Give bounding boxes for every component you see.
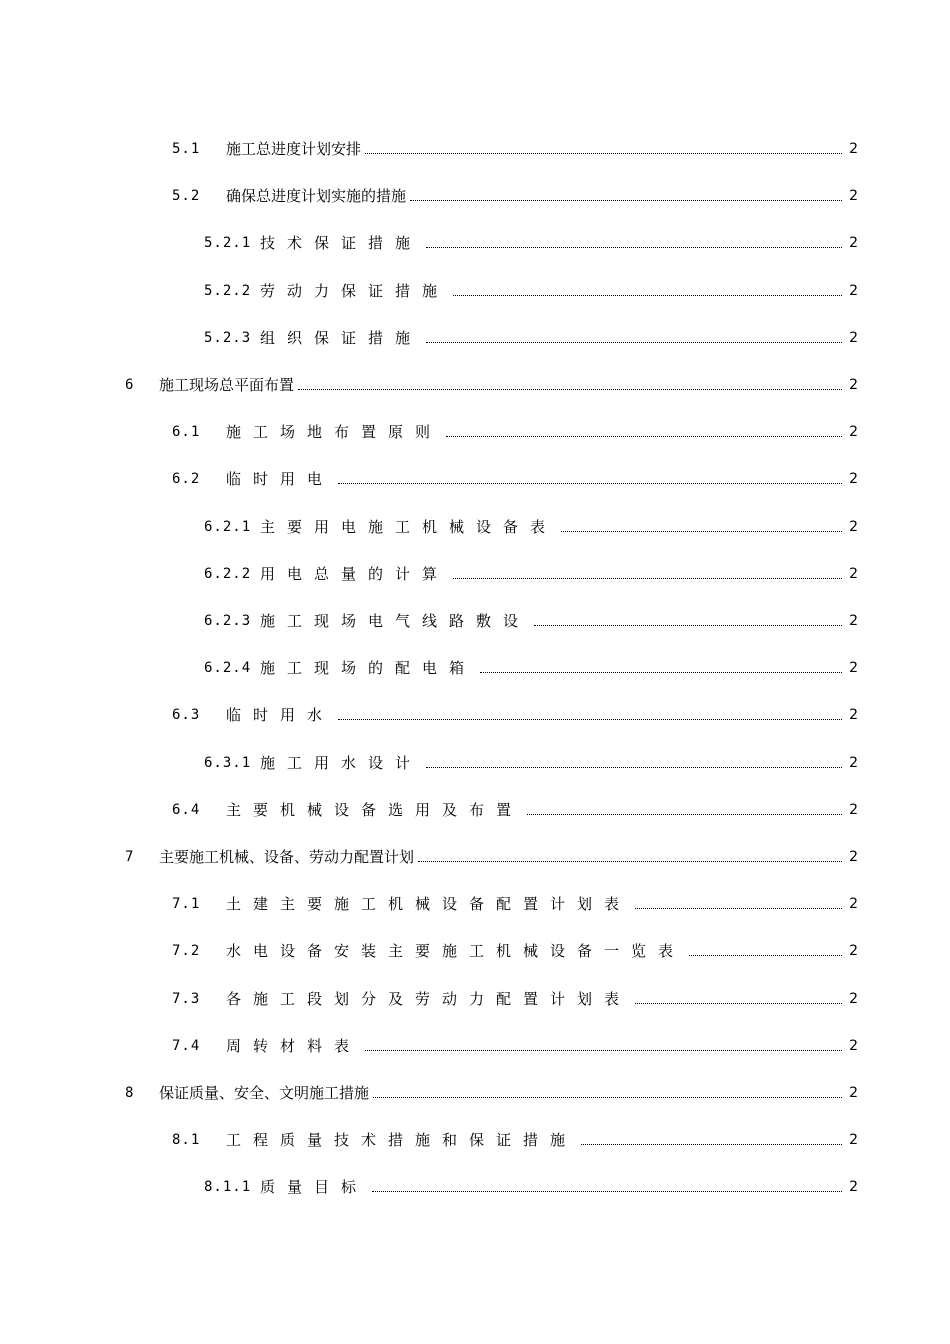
toc-entry-page: 2 (849, 660, 858, 676)
toc-leader-dots (689, 955, 842, 956)
toc-leader-dots (338, 719, 842, 720)
toc-entry-number: 8.1.1 (204, 1179, 252, 1195)
toc-entry-number: 6 (125, 377, 135, 393)
toc-entry[interactable] (172, 135, 858, 159)
toc-entry[interactable] (204, 560, 858, 584)
toc-entry[interactable] (204, 654, 858, 678)
toc-entry[interactable] (204, 277, 858, 301)
toc-entry[interactable] (172, 937, 858, 961)
toc-leader-dots (527, 814, 842, 815)
toc-entry-page: 2 (849, 377, 858, 393)
toc-leader-dots (426, 342, 842, 343)
toc-entry[interactable] (204, 324, 858, 348)
toc-entry-title: 施工场地布置原则 (226, 423, 443, 441)
toc-entry-page: 2 (849, 235, 858, 251)
toc-entry-page: 2 (849, 1132, 858, 1148)
toc-entry[interactable] (125, 843, 858, 867)
toc-entry-title: 用电总量的计算 (260, 565, 450, 583)
toc-entry-title: 施工现场的配电箱 (260, 659, 477, 677)
toc-entry-page: 2 (849, 1085, 858, 1101)
toc-entry-title: 主要施工机械、设备、劳动力配置计划 (159, 848, 415, 866)
toc-entry[interactable] (204, 1173, 858, 1197)
toc-entry-number: 5.2.2 (204, 283, 252, 299)
toc-entry-page: 2 (849, 424, 858, 440)
toc-leader-dots (338, 483, 842, 484)
toc-leader-dots (373, 1097, 842, 1098)
toc-entry-title: 水电设备安装主要施工机械设备一览表 (226, 942, 686, 960)
toc-entry[interactable] (204, 513, 858, 537)
toc-entry-number: 6.3.1 (204, 755, 252, 771)
toc-entry-page: 2 (849, 849, 858, 865)
toc-entry-title: 施工现场总平面布置 (159, 376, 295, 394)
toc-entry[interactable] (125, 371, 858, 395)
toc-leader-dots (298, 389, 842, 390)
toc-entry-title: 组织保证措施 (260, 329, 423, 347)
toc-entry[interactable] (172, 182, 858, 206)
toc-entry-title: 确保总进度计划实施的措施 (226, 187, 407, 205)
toc-entry-number: 5.2.3 (204, 330, 252, 346)
toc-entry-page: 2 (849, 943, 858, 959)
toc-entry-page: 2 (849, 188, 858, 204)
toc-entry[interactable] (172, 701, 858, 725)
toc-entry-number: 6.1 (172, 424, 201, 440)
toc-leader-dots (365, 153, 842, 154)
toc-entry-page: 2 (849, 707, 858, 723)
toc-entry[interactable] (172, 890, 858, 914)
toc-entry-number: 6.2.2 (204, 566, 252, 582)
toc-entry-page: 2 (849, 896, 858, 912)
toc-entry-page: 2 (849, 283, 858, 299)
toc-entry[interactable] (172, 985, 858, 1009)
toc-entry-title: 各施工段划分及劳动力配置计划表 (226, 990, 632, 1008)
toc-entry-title: 土建主要施工机械设备配置计划表 (226, 895, 632, 913)
toc-entry-title: 临时用电 (226, 470, 335, 488)
toc-entry-title: 主要用电施工机械设备表 (260, 518, 558, 536)
toc-entry-title: 保证质量、安全、文明施工措施 (159, 1084, 370, 1102)
toc-entry-page: 2 (849, 1038, 858, 1054)
toc-entry-number: 6.2.1 (204, 519, 252, 535)
toc-entry-title: 临时用水 (226, 706, 335, 724)
toc-leader-dots (446, 436, 842, 437)
toc-leader-dots (453, 295, 842, 296)
toc-entry-page: 2 (849, 471, 858, 487)
toc-entry-page: 2 (849, 755, 858, 771)
toc-entry-title: 主要机械设备选用及布置 (226, 801, 524, 819)
toc-entry-number: 6.2.3 (204, 613, 252, 629)
toc-leader-dots (418, 861, 842, 862)
toc-entry-title: 技术保证措施 (260, 234, 423, 252)
toc-entry-number: 6.3 (172, 707, 201, 723)
toc-entry-title: 劳动力保证措施 (260, 282, 450, 300)
toc-entry[interactable] (172, 796, 858, 820)
toc-leader-dots (534, 625, 842, 626)
toc-leader-dots (426, 247, 842, 248)
toc-entry-number: 7.4 (172, 1038, 201, 1054)
toc-entry[interactable] (204, 607, 858, 631)
toc-leader-dots (372, 1191, 842, 1192)
toc-entry[interactable] (172, 1126, 858, 1150)
toc-entry-page: 2 (849, 519, 858, 535)
toc-leader-dots (480, 672, 842, 673)
toc-entry[interactable] (172, 418, 858, 442)
toc-entry-number: 6.2.4 (204, 660, 252, 676)
toc-entry-number: 7.1 (172, 896, 201, 912)
toc-entry-title: 质量目标 (260, 1178, 369, 1196)
toc-entry-page: 2 (849, 1179, 858, 1195)
toc-entry-number: 5.2 (172, 188, 201, 204)
toc-entry-number: 6.4 (172, 802, 201, 818)
toc-entry-title: 施工用水设计 (260, 754, 423, 772)
toc-entry-number: 8.1 (172, 1132, 201, 1148)
toc-leader-dots (581, 1144, 842, 1145)
toc-entry-number: 7.3 (172, 991, 201, 1007)
toc-leader-dots (365, 1050, 842, 1051)
toc-entry[interactable] (172, 465, 858, 489)
toc-entry-page: 2 (849, 991, 858, 1007)
toc-entry-title: 施工总进度计划安排 (226, 140, 362, 158)
toc-entry[interactable] (204, 749, 858, 773)
toc-entry-title: 周转材料表 (226, 1037, 362, 1055)
toc-leader-dots (635, 908, 842, 909)
toc-entry-number: 7 (125, 849, 135, 865)
toc-leader-dots (635, 1003, 842, 1004)
toc-entry-number: 5.1 (172, 141, 201, 157)
toc-entry-page: 2 (849, 613, 858, 629)
toc-entry-number: 6.2 (172, 471, 201, 487)
toc-entry-number: 8 (125, 1085, 135, 1101)
toc-entry-page: 2 (849, 802, 858, 818)
toc-entry-page: 2 (849, 566, 858, 582)
toc-entry-page: 2 (849, 141, 858, 157)
toc-entry-number: 7.2 (172, 943, 201, 959)
toc-leader-dots (453, 578, 842, 579)
toc-entry[interactable] (125, 1079, 858, 1103)
toc-entry-title: 工程质量技术措施和保证措施 (226, 1131, 578, 1149)
toc-entry-page: 2 (849, 330, 858, 346)
toc-entry-title: 施工现场电气线路敷设 (260, 612, 531, 630)
toc-leader-dots (561, 531, 842, 532)
toc-leader-dots (410, 200, 842, 201)
toc-entry-number: 5.2.1 (204, 235, 252, 251)
toc-entry[interactable] (204, 229, 858, 253)
toc-entry[interactable] (172, 1032, 858, 1056)
toc-leader-dots (426, 767, 842, 768)
